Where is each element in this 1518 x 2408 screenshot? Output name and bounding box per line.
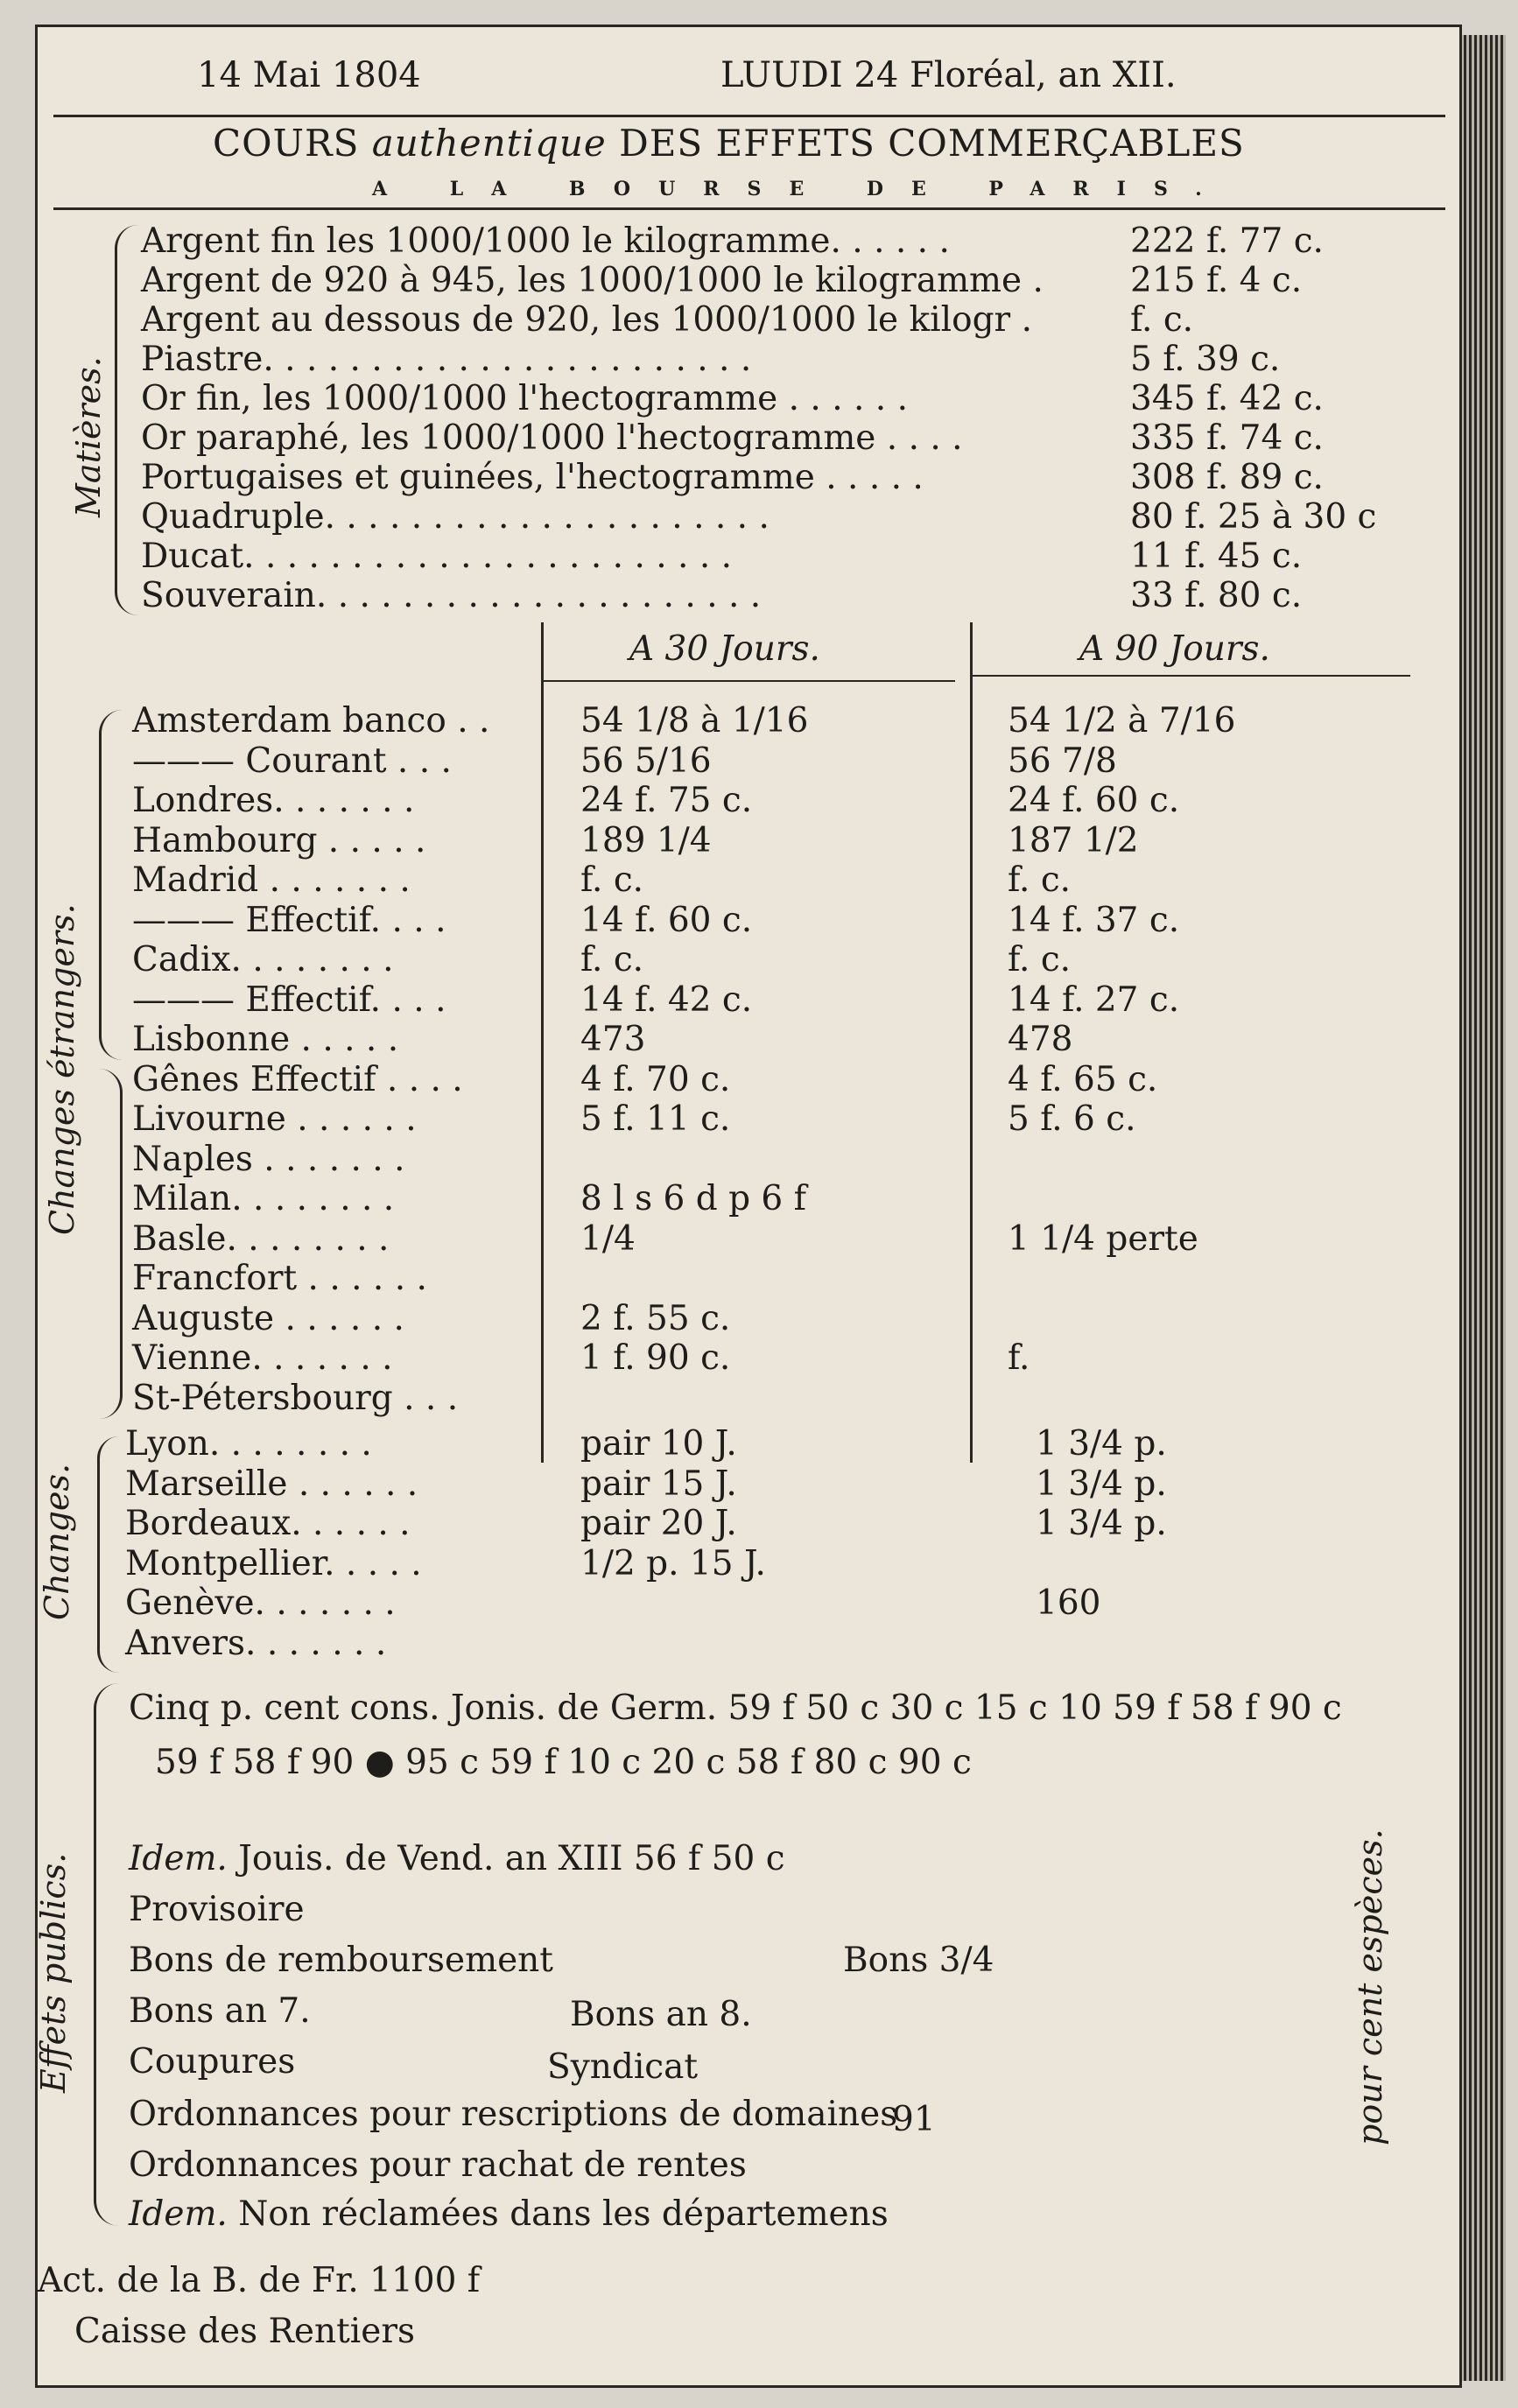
rate-90-days: 56 7/8 bbox=[1008, 741, 1117, 781]
rate-90-days: f. c. bbox=[1008, 940, 1072, 979]
rate-30-days: 56 5/16 bbox=[580, 741, 712, 781]
matiere-row bbox=[141, 497, 1377, 537]
place-name: Milan. . . . . . . . bbox=[132, 1179, 395, 1218]
column-underline-30 bbox=[544, 680, 955, 682]
place-name: Basle. . . . . . . . bbox=[132, 1218, 390, 1259]
effets-line-2: 59 f 58 f 90 ● 95 c 59 f 10 c 20 c 58 f 80 c 90 c bbox=[155, 1743, 972, 1782]
change-row bbox=[132, 900, 1180, 940]
change-row bbox=[125, 1424, 1167, 1464]
change-row bbox=[132, 1140, 404, 1179]
matiere-value: f. c. bbox=[1130, 300, 1194, 340]
matiere-value: 80 f. 25 à 30 c bbox=[1130, 497, 1377, 537]
rate-30-days: 1/2 p. 15 J. bbox=[580, 1543, 766, 1583]
rate-90-days: f. c. bbox=[1008, 860, 1072, 900]
rate-90-days: 1 3/4 p. bbox=[1036, 1504, 1167, 1543]
effets-ordonnances-rentes: Ordonnances pour rachat de rentes bbox=[129, 2145, 747, 2185]
matiere-value: 5 f. 39 c. bbox=[1130, 340, 1281, 379]
change-row bbox=[132, 860, 1072, 900]
matiere-row bbox=[141, 576, 1303, 615]
page-title: COURS authentique DES EFFETS COMMERÇABLES bbox=[213, 122, 1245, 165]
place-name: St-Pétersbourg . . . bbox=[132, 1378, 459, 1418]
rate-90-days: 54 1/2 à 7/16 bbox=[1008, 701, 1236, 741]
place-name: Cadix. . . . . . . . bbox=[132, 940, 394, 979]
column-rule-right bbox=[970, 622, 973, 1463]
matiere-name: Argent fin les 1000/1000 le kilogramme. . . . . . bbox=[141, 221, 950, 261]
effets-line-1: Cinq p. cent cons. Jonis. de Germ. 59 f 50 c 30 c 15 c 10 59 f 58 f 90 c bbox=[129, 1688, 1342, 1728]
matiere-name: Argent au dessous de 920, les 1000/1000 le kilogr . bbox=[141, 300, 1032, 340]
section-label-effets-publics: Effets publics. bbox=[34, 1852, 73, 2093]
matiere-name: Argent de 920 à 945, les 1000/1000 le kilogramme . bbox=[141, 261, 1044, 300]
change-row bbox=[132, 1059, 1158, 1099]
brace-effets-publics bbox=[94, 1683, 119, 2226]
place-name: Anvers. . . . . . . bbox=[125, 1623, 387, 1663]
rate-30-days: pair 20 J. bbox=[580, 1504, 737, 1543]
column-header-90: A 90 Jours. bbox=[1079, 629, 1270, 669]
change-row bbox=[125, 1624, 386, 1663]
matiere-value: 215 f. 4 c. bbox=[1130, 261, 1303, 300]
page bbox=[35, 25, 1462, 2388]
place-name: Gênes Effectif . . . . bbox=[132, 1059, 463, 1099]
matiere-value: 335 f. 74 c. bbox=[1130, 418, 1324, 458]
change-row bbox=[132, 1020, 1073, 1059]
place-name: Lisbonne . . . . . bbox=[132, 1020, 399, 1059]
place-name: Vienne. . . . . . . bbox=[132, 1338, 393, 1378]
rate-90-days: 160 bbox=[1036, 1583, 1101, 1623]
change-row bbox=[132, 1099, 1136, 1139]
place-name: Londres. . . . . . . bbox=[132, 781, 415, 820]
column-rule-left bbox=[541, 622, 544, 1463]
rate-90-days: 24 f. 60 c. bbox=[1008, 781, 1180, 820]
effets-idem-non-reclamees: Idem. Non réclamées dans les départemens bbox=[129, 2194, 889, 2234]
rate-30-days: 473 bbox=[580, 1020, 646, 1059]
effets-bons-remboursement: Bons de remboursement bbox=[129, 1941, 553, 1980]
matiere-name: Ducat. . . . . . . . . . . . . . . . . . . . . . . bbox=[141, 537, 733, 576]
page-subtitle: A LA BOURSE DE PARIS. bbox=[372, 178, 1230, 200]
matiere-row bbox=[141, 458, 1324, 497]
rate-90-days: 5 f. 6 c. bbox=[1008, 1099, 1136, 1139]
matiere-name: Souverain. . . . . . . . . . . . . . . . . . . . . bbox=[141, 576, 762, 615]
effets-bons-an7: Bons an 7. bbox=[129, 1991, 311, 2031]
matiere-name: Or fin, les 1000/1000 l'hectogramme . . . . . . bbox=[141, 379, 908, 418]
place-name: Livourne . . . . . . bbox=[132, 1099, 417, 1139]
matiere-value: 222 f. 77 c. bbox=[1130, 221, 1324, 261]
matiere-row bbox=[141, 221, 1324, 261]
change-row bbox=[132, 1298, 731, 1338]
change-row bbox=[132, 781, 1180, 820]
rate-30-days: 5 f. 11 c. bbox=[580, 1099, 731, 1139]
rate-90-days: 1 3/4 p. bbox=[1036, 1464, 1167, 1504]
place-name: Auguste . . . . . . bbox=[132, 1298, 404, 1338]
rate-30-days: f. c. bbox=[580, 940, 644, 979]
place-name: Bordeaux. . . . . . bbox=[125, 1504, 411, 1543]
effets-coupures: Coupures bbox=[129, 2042, 296, 2082]
matiere-row bbox=[141, 261, 1303, 300]
column-header-30: A 30 Jours. bbox=[629, 629, 820, 669]
section-label-changes: Changes. bbox=[38, 1463, 76, 1620]
change-row bbox=[132, 741, 1117, 781]
change-row bbox=[132, 1179, 807, 1218]
rate-30-days: pair 15 J. bbox=[580, 1464, 737, 1504]
place-name: Amsterdam banco . . bbox=[132, 701, 490, 741]
matiere-value: 308 f. 89 c. bbox=[1130, 458, 1324, 497]
change-row bbox=[132, 979, 1180, 1020]
place-name: Madrid . . . . . . . bbox=[132, 860, 411, 900]
title-rule bbox=[53, 207, 1445, 210]
rate-30-days: 189 1/4 bbox=[580, 820, 712, 860]
effets-provisoire: Provisoire bbox=[129, 1890, 305, 1929]
matiere-name: Portugaises et guinées, l'hectogramme . . . . . bbox=[141, 458, 924, 497]
change-row bbox=[132, 820, 1139, 860]
matiere-row bbox=[141, 418, 1324, 458]
rate-30-days: 14 f. 42 c. bbox=[580, 979, 753, 1020]
rate-30-days: 4 f. 70 c. bbox=[580, 1059, 731, 1099]
rate-30-days: 1/4 bbox=[580, 1218, 636, 1259]
matiere-row bbox=[141, 300, 1194, 340]
change-row bbox=[132, 1218, 1198, 1259]
place-name: Montpellier. . . . . bbox=[125, 1543, 422, 1583]
effets-ordonnances-domaines: Ordonnances pour rescriptions de domaines bbox=[129, 2095, 898, 2134]
rate-90-days: 1 1/4 perte bbox=[1008, 1218, 1198, 1259]
effets-ordonnances-domaines-value: 91 bbox=[892, 2100, 936, 2139]
change-row bbox=[132, 1338, 1030, 1378]
date-right: LUUDI 24 Floréal, an XII. bbox=[720, 55, 1177, 95]
matiere-value: 11 f. 45 c. bbox=[1130, 537, 1303, 576]
rate-30-days: 2 f. 55 c. bbox=[580, 1298, 731, 1338]
rate-30-days: 24 f. 75 c. bbox=[580, 781, 753, 820]
matiere-name: Piastre. . . . . . . . . . . . . . . . . . . . . . . bbox=[141, 340, 752, 379]
brace-changes-etrangers-1 bbox=[99, 710, 123, 1060]
change-row bbox=[125, 1504, 1167, 1543]
place-name: ——— Effectif. . . . bbox=[132, 900, 446, 940]
footer-caisse-rentiers: Caisse des Rentiers bbox=[74, 2312, 415, 2351]
place-name: Marseille . . . . . . bbox=[125, 1464, 418, 1504]
matiere-row bbox=[141, 379, 1324, 418]
place-name: Hambourg . . . . . bbox=[132, 820, 426, 860]
rate-30-days: 1 f. 90 c. bbox=[580, 1338, 731, 1378]
change-row bbox=[125, 1464, 1167, 1504]
rate-30-days: 8 l s 6 d p 6 f bbox=[580, 1179, 807, 1218]
rate-30-days: 14 f. 60 c. bbox=[580, 900, 753, 940]
brace-changes bbox=[97, 1436, 119, 1673]
rate-90-days: 187 1/2 bbox=[1008, 820, 1139, 860]
rate-90-days: 14 f. 27 c. bbox=[1008, 979, 1180, 1020]
brace-matieres bbox=[115, 225, 138, 615]
matiere-name: Quadruple. . . . . . . . . . . . . . . . . . . . . bbox=[141, 497, 770, 537]
matiere-row bbox=[141, 340, 1281, 379]
rate-30-days: 54 1/8 à 1/16 bbox=[580, 701, 809, 741]
place-name: Francfort . . . . . . bbox=[132, 1259, 427, 1298]
change-row bbox=[132, 940, 1072, 979]
effets-syndicat: Syndicat bbox=[547, 2047, 699, 2087]
place-name: ——— Effectif. . . . bbox=[132, 979, 446, 1020]
rate-90-days: f. bbox=[1008, 1338, 1030, 1378]
rate-30-days: f. c. bbox=[580, 860, 644, 900]
effets-idem-vend: Idem. Jouis. de Vend. an XIII 56 f 50 c bbox=[129, 1839, 785, 1878]
matiere-row bbox=[141, 537, 1303, 576]
change-row bbox=[132, 701, 1236, 741]
rate-90-days: 14 f. 37 c. bbox=[1008, 900, 1180, 940]
change-row bbox=[132, 1259, 427, 1298]
rate-30-days: pair 10 J. bbox=[580, 1424, 737, 1464]
footer-act-banque: Act. de la B. de Fr. 1100 f bbox=[38, 2261, 481, 2300]
section-label-matieres: Matières. bbox=[69, 356, 108, 517]
matiere-name: Or paraphé, les 1000/1000 l'hectogramme . . . . bbox=[141, 418, 963, 458]
header-rule bbox=[53, 115, 1445, 117]
brace-changes-etrangers-2 bbox=[99, 1069, 123, 1419]
effets-bons-34: Bons 3/4 bbox=[843, 1941, 994, 1980]
date-left: 14 Mai 1804 bbox=[197, 55, 421, 95]
rate-90-days: 478 bbox=[1008, 1020, 1073, 1059]
column-underline-90 bbox=[973, 675, 1410, 677]
change-row bbox=[132, 1379, 458, 1418]
place-name: Lyon. . . . . . . . bbox=[125, 1424, 372, 1464]
rate-90-days: 1 3/4 p. bbox=[1036, 1424, 1167, 1464]
rate-90-days: 4 f. 65 c. bbox=[1008, 1059, 1158, 1099]
change-row bbox=[125, 1583, 1101, 1623]
matiere-value: 33 f. 80 c. bbox=[1130, 576, 1303, 615]
side-label-pour-cent-especes: pour cent espèces. bbox=[1351, 1829, 1389, 2145]
matiere-value: 345 f. 42 c. bbox=[1130, 379, 1324, 418]
place-name: ——— Courant . . . bbox=[132, 741, 452, 781]
place-name: Genève. . . . . . . bbox=[125, 1583, 396, 1623]
section-label-changes-etrangers: Changes étrangers. bbox=[43, 903, 81, 1235]
effets-bons-an8: Bons an 8. bbox=[570, 1995, 752, 2034]
change-row bbox=[125, 1543, 766, 1583]
place-name: Naples . . . . . . . bbox=[132, 1139, 405, 1179]
